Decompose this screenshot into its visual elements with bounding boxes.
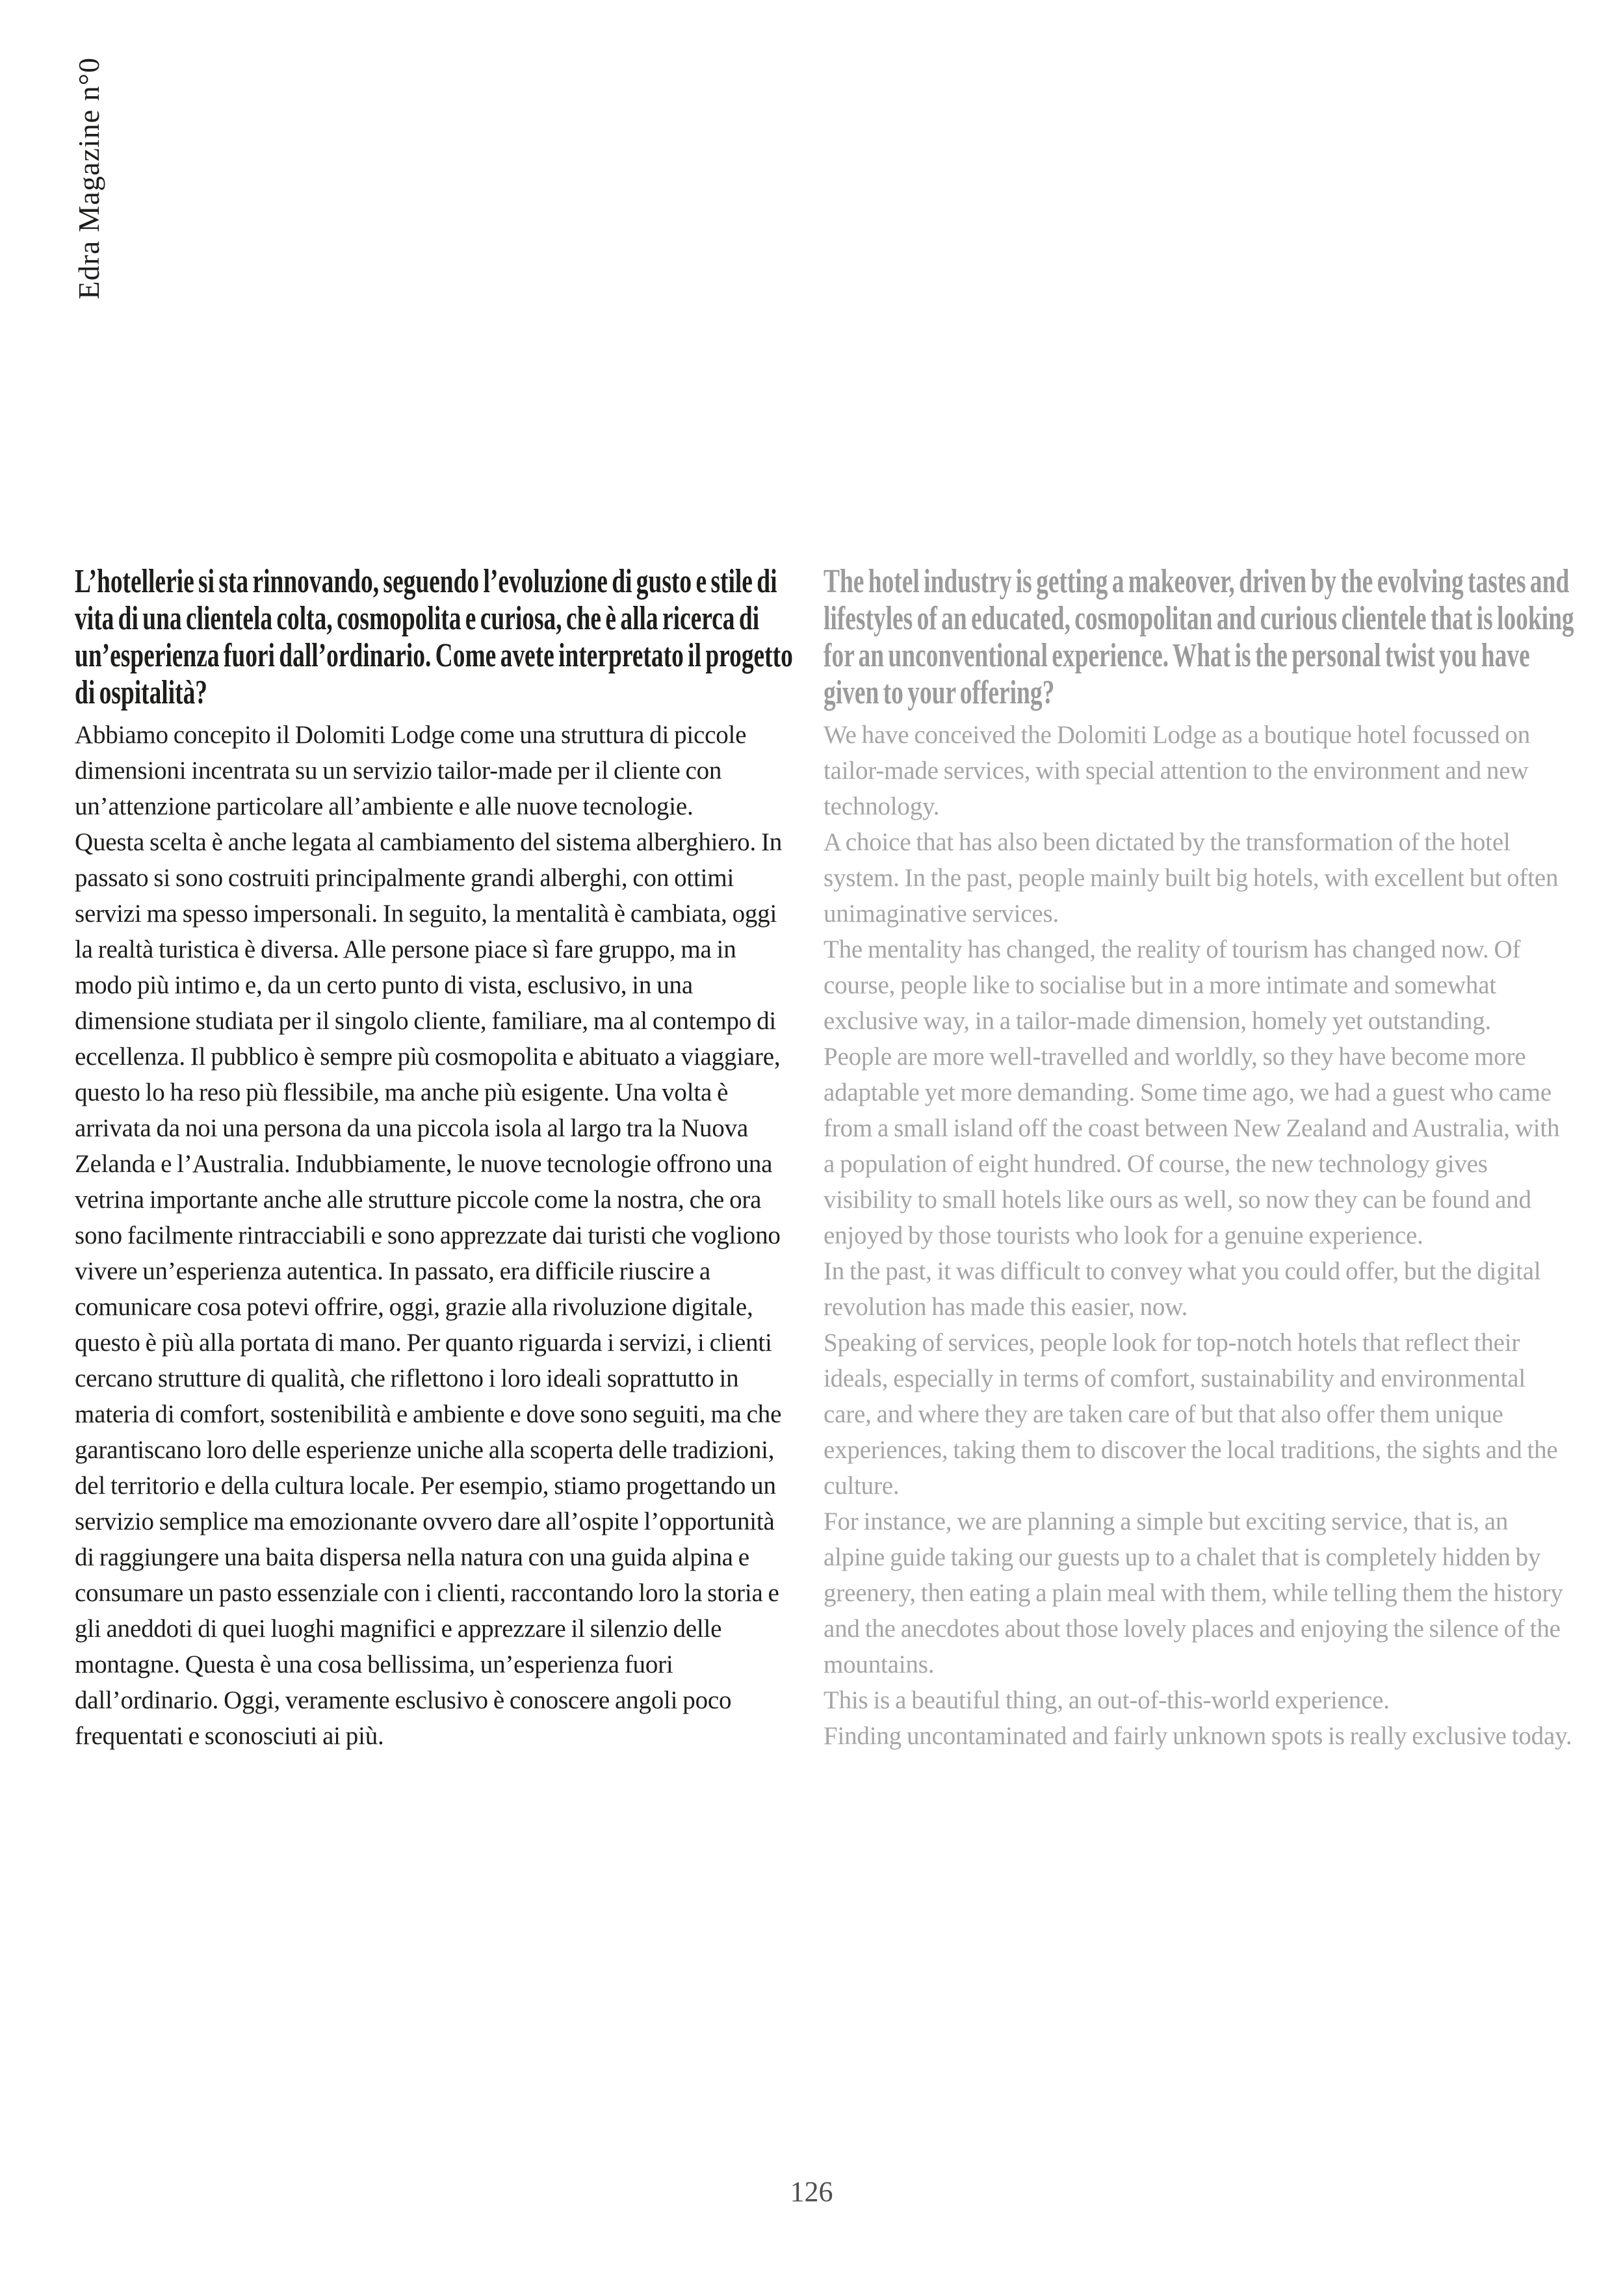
english-answer-paragraph: People are more well-travelled and worldly, so they have become more adaptable yet more demanding. Some time ago, we had a guest who came from a small island off the coast between New Zealand and Australia, with a population of eight hundred. Of course, the new technology gives visibility to small hotels like ours as well, so now they can be found and enjoyed by those tourists who look for a genuine experience. bbox=[824, 1043, 1560, 1249]
english-answer-paragraph: We have conceived the Dolomiti Lodge as a boutique hotel focussed on tailor-made services, with special attention to the environment and new technology. bbox=[824, 721, 1531, 820]
english-column bbox=[824, 563, 1572, 1754]
magazine-edition-label: Edra Magazine n°0 bbox=[72, 57, 105, 300]
english-answer-text bbox=[824, 717, 1572, 1754]
italian-question-heading: L’hotellerie si sta rinnovando, seguendo l’evoluzione di gusto e stile di vita di una clientela colta, cosmopolita e curiosa, che è alla ricerca di un’esperienza fuori dall’ordinario. Come avete interpretato il progetto di ospitalità? bbox=[75, 563, 793, 711]
page-number: 126 bbox=[790, 2176, 833, 2208]
english-answer-paragraph: Speaking of services, people look for top-notch hotels that reflect their ideals, especially in terms of comfort, sustainability and environmental care, and where they are taken care of but that also offer them unique experiences, taking them to discover the local traditions, the sights and the culture. bbox=[824, 1329, 1558, 1500]
english-answer-paragraph: In the past, it was difficult to convey what you could offer, but the digital revolution has made this easier, now. bbox=[824, 1257, 1541, 1321]
italian-column bbox=[75, 563, 798, 1754]
english-answer-paragraph: This is a beautiful thing, an out-of-this-world experience. bbox=[824, 1686, 1390, 1714]
english-answer-paragraph: A choice that has also been dictated by the transformation of the hotel system. In the past, people mainly built big hotels, with excellent but often unimaginative services. bbox=[824, 828, 1559, 928]
italian-answer-paragraph: Questa scelta è anche legata al cambiamento del sistema alberghiero. In passato si sono costruiti principalmente grandi alberghi, con ottimi servizi ma spesso impersonali. In seguito, la mentalità è cambiata, oggi la realtà turistica è diversa. Alle persone piace sì fare gruppo, ma in modo più intimo e, da un certo punto di vista, esclusivo, in una dimensione studiata per il singolo cliente, familiare, ma al contempo di eccellenza. Il pubblico è sempre più cosmopolita e abituato a viaggiare, questo lo ha reso più flessibile, ma anche più esigente. Una volta è arrivata da noi una persona da una piccola isola al largo tra la Nuova Zelanda e l’Australia. Indubbiamente, le nuove tecnologie offrono una vetrina importante anche alle strutture piccole come la nostra, che ora sono facilmente rintracciabili e sono apprezzate dai turisti che vogliono vivere un’esperienza autentica. In passato, era difficile riuscire a comunicare cosa potevi offrire, oggi, grazie alla rivoluzione digitale, questo è più alla portata di mano. Per quanto riguarda i servizi, i clienti cercano strutture di qualità, che riflettono i loro ideali soprattutto in materia di comfort, sostenibilità e ambiente e dove sono seguiti, ma che garantiscano loro delle esperienze uniche alla scoperta delle tradizioni, del territorio e della cultura locale. Per esempio, stiamo progettando un servizio semplice ma emozionante ovvero dare all’ospite l’opportunità di raggiungere una baita dispersa nella natura con una guida alpina e consumare un pasto essenziale con i clienti, raccontando loro la storia e gli aneddoti di quei luoghi magnifici e apprezzare il silenzio delle montagne. Questa è una cosa bellissima, un’esperienza fuori dall’ordinario. Oggi, veramente esclusivo è conoscere angoli poco frequentati e sconosciuti ai più. bbox=[75, 828, 783, 1750]
english-answer-paragraph: Finding uncontaminated and fairly unknown spots is really exclusive today. bbox=[824, 1722, 1572, 1750]
english-answer-paragraph: The mentality has changed, the reality of tourism has changed now. Of course, people like to socialise but in a more intimate and somewhat exclusive way, in a tailor-made dimension, homely yet outstanding. bbox=[824, 935, 1521, 1035]
italian-answer-text bbox=[75, 717, 798, 1754]
english-answer-paragraph: For instance, we are planning a simple but exciting service, that is, an alpine guide taking our guests up to a chalet that is completely hidden by greenery, then eating a plain meal with them, while telling them the history and the anecdotes about those lovely places and enjoying the silence of the mountains. bbox=[824, 1507, 1563, 1678]
english-question-heading: The hotel industry is getting a makeover, driven by the evolving tastes and lifestyles of an educated, cosmopolitan and curious clientele that is looking for an unconventional experience. What is the personal twist you have given to your offering? bbox=[824, 563, 1574, 711]
italian-answer-paragraph: Abbiamo concepito il Dolomiti Lodge come una struttura di piccole dimensioni incentrata su un servizio tailor-made per il cliente con un’attenzione particolare all’ambiente e alle nuove tecnologie. bbox=[75, 721, 747, 820]
